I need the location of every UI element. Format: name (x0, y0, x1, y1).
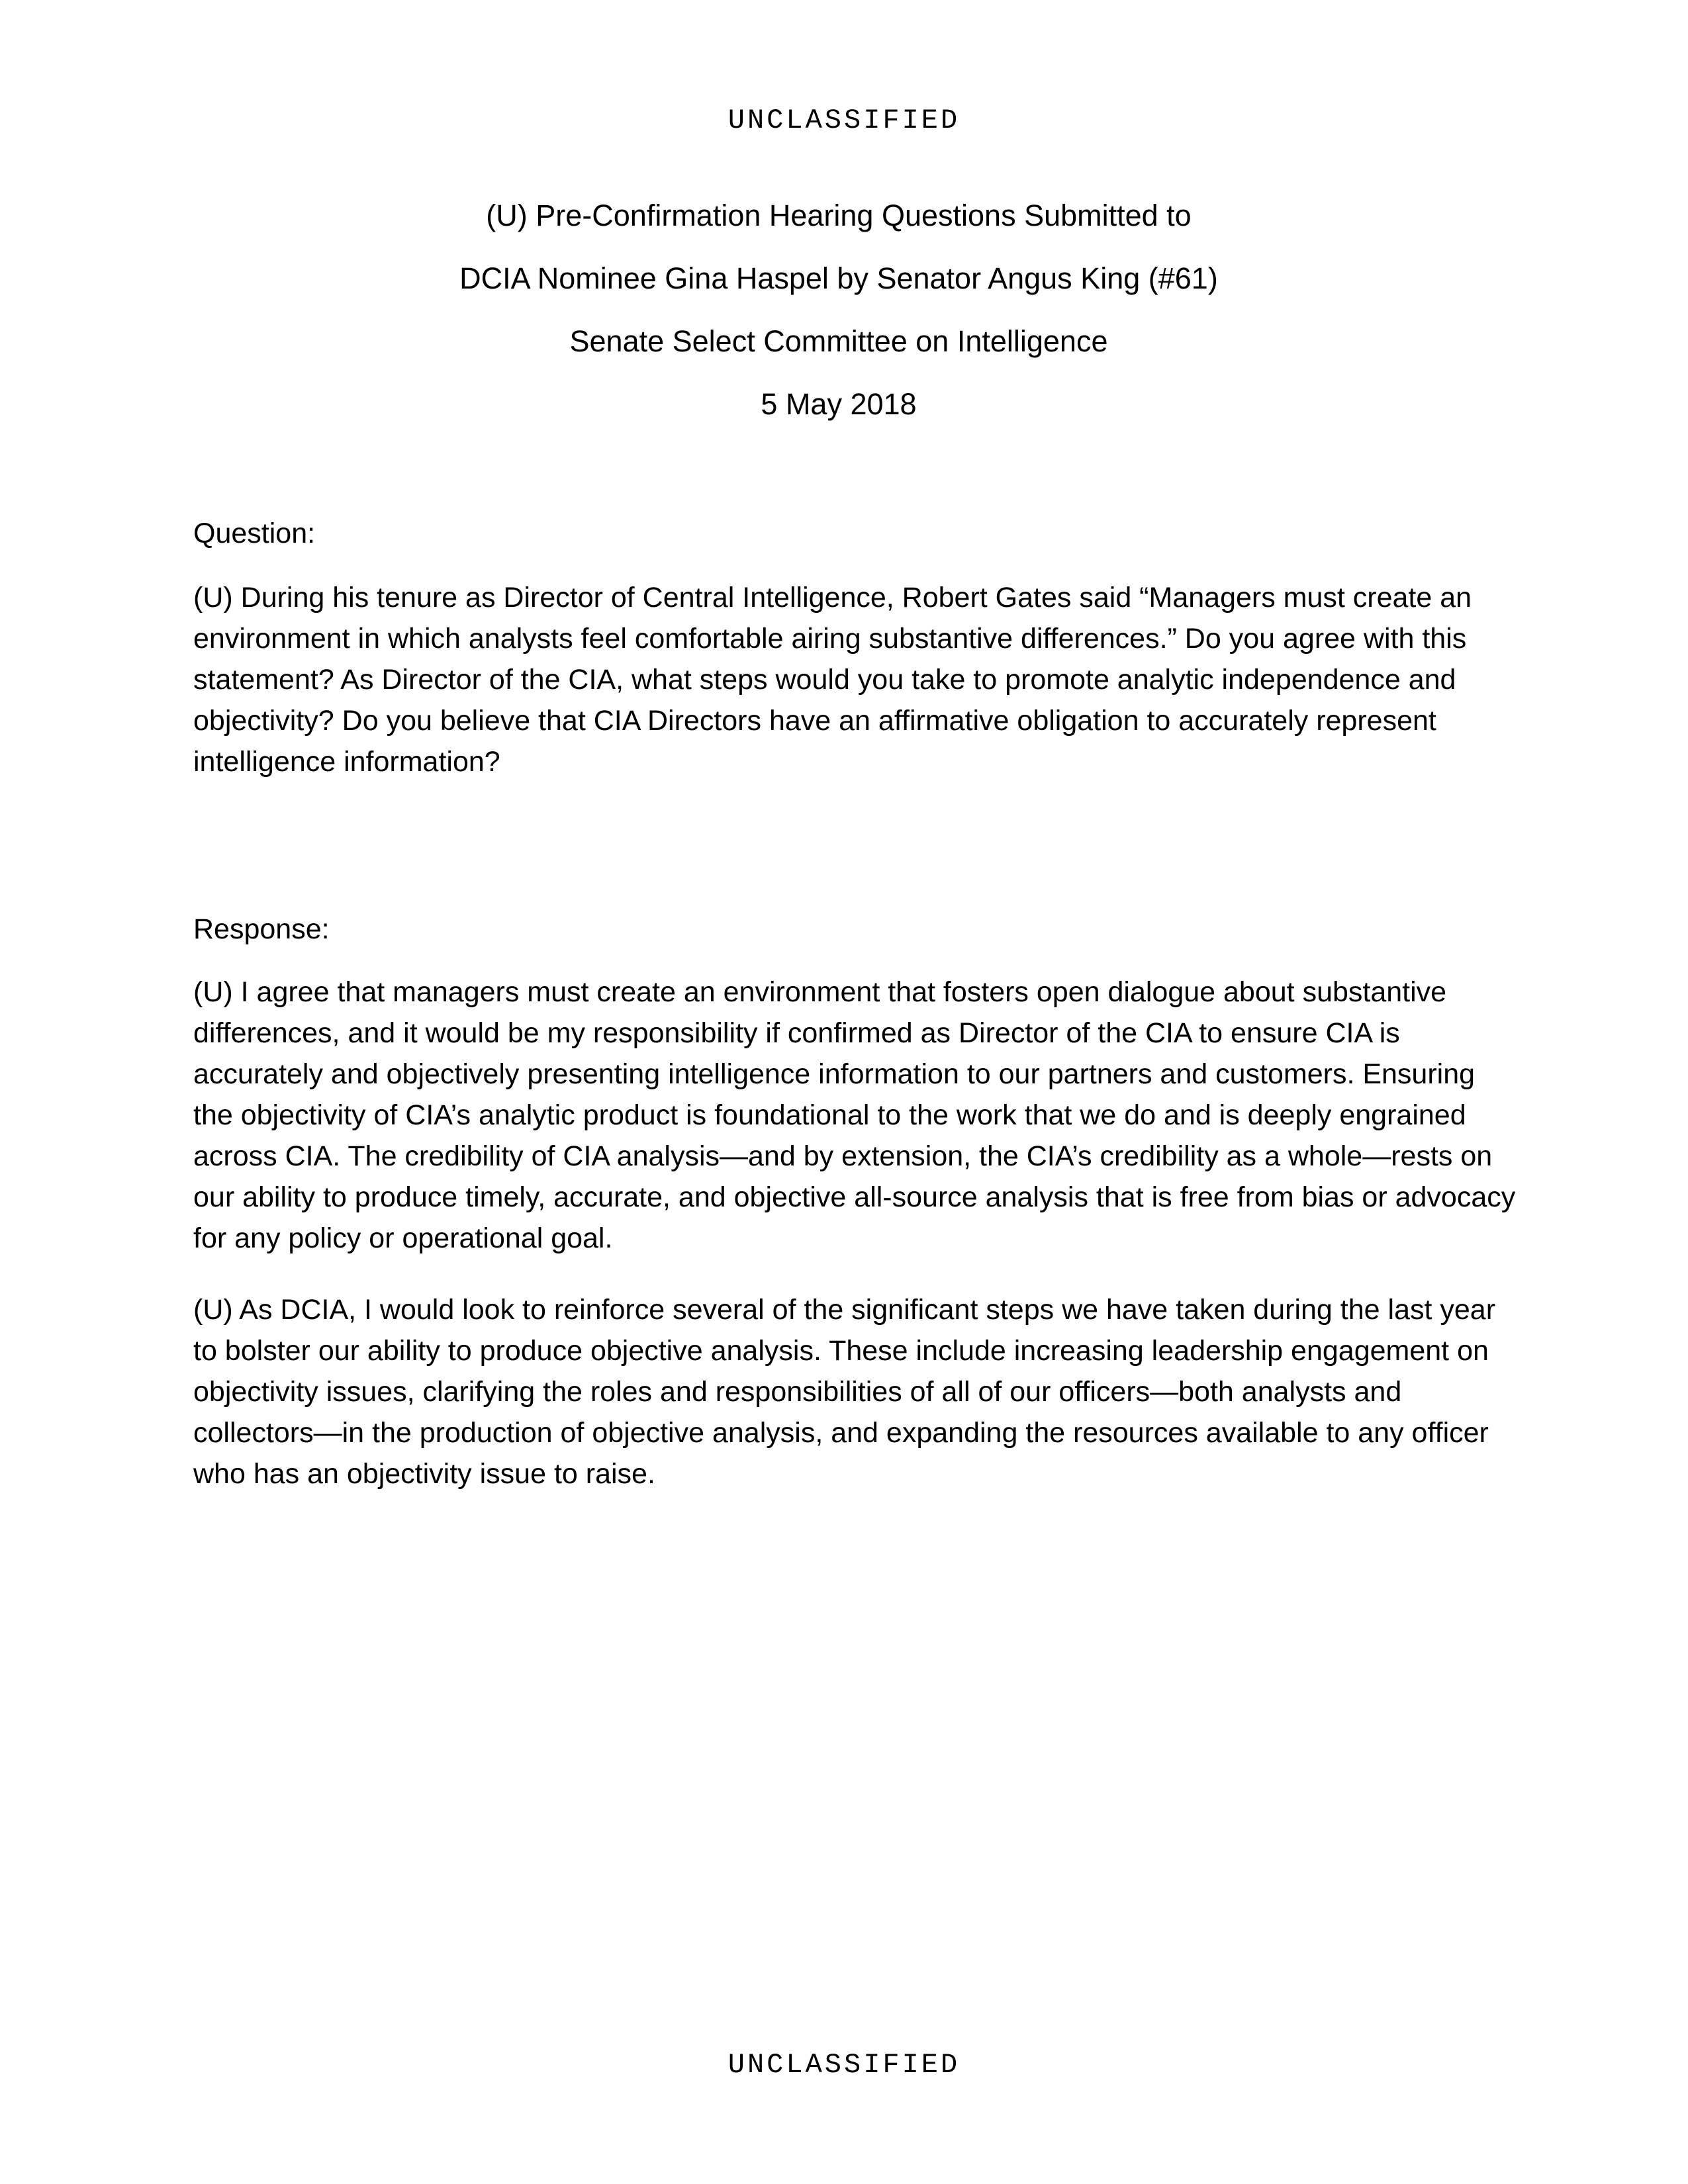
response-paragraph-2: (U) As DCIA, I would look to reinforce several of the significant steps we have taken during the last year to bolster our ability to produce objective analysis. These include increasing leadership engagement on objectivity issues, clarifying the roles and responsibilities of all of our officers—both analysts and collectors—in the production of objective analysis, and expanding the resources available to any officer who has an objectivity issue to raise. (193, 1294, 1496, 1490)
classification-header: UNCLASSIFIED (727, 105, 961, 136)
title-line-1: (U) Pre-Confirmation Hearing Questions Submitted to (486, 199, 1192, 232)
document-title (193, 201, 1484, 452)
title-line-2: DCIA Nominee Gina Haspel by Senator Angus King (#61) (459, 261, 1218, 295)
title-line-3: Senate Select Committee on Intelligence (569, 324, 1108, 358)
classification-footer: UNCLASSIFIED (727, 2049, 961, 2081)
title-line-date: 5 May 2018 (761, 387, 917, 421)
response-text (193, 972, 1517, 1525)
response-label: Response: (193, 913, 330, 945)
response-paragraph-1: (U) I agree that managers must create an environment that fosters open dialogue about substantive differences, and it would be my responsibility if confirmed as Director of the CIA to ensure CIA is accurately and objectively presenting intelligence information to our partners and customers. Ensuring the objectivity of CIA’s analytic product is foundational to the work that we do and is deeply engrained across CIA. The credibility of CIA analysis—and by extension, the CIA’s credibility as a whole—rests on our ability to produce timely, accurate, and objective all-source analysis that is free from bias or advocacy for any policy or operational goal. (193, 976, 1516, 1254)
question-label: Question: (193, 518, 316, 549)
question-text: (U) During his tenure as Director of Central Intelligence, Robert Gates said “Managers must create an environment in which analysts feel comfortable airing substantive differences.” Do you agree with this statement? As Director of the CIA, what steps would you take to promote analytic independence and objectivity? Do you believe that CIA Directors have an affirmative obligation to accurately represent intelligence information? (193, 582, 1472, 778)
